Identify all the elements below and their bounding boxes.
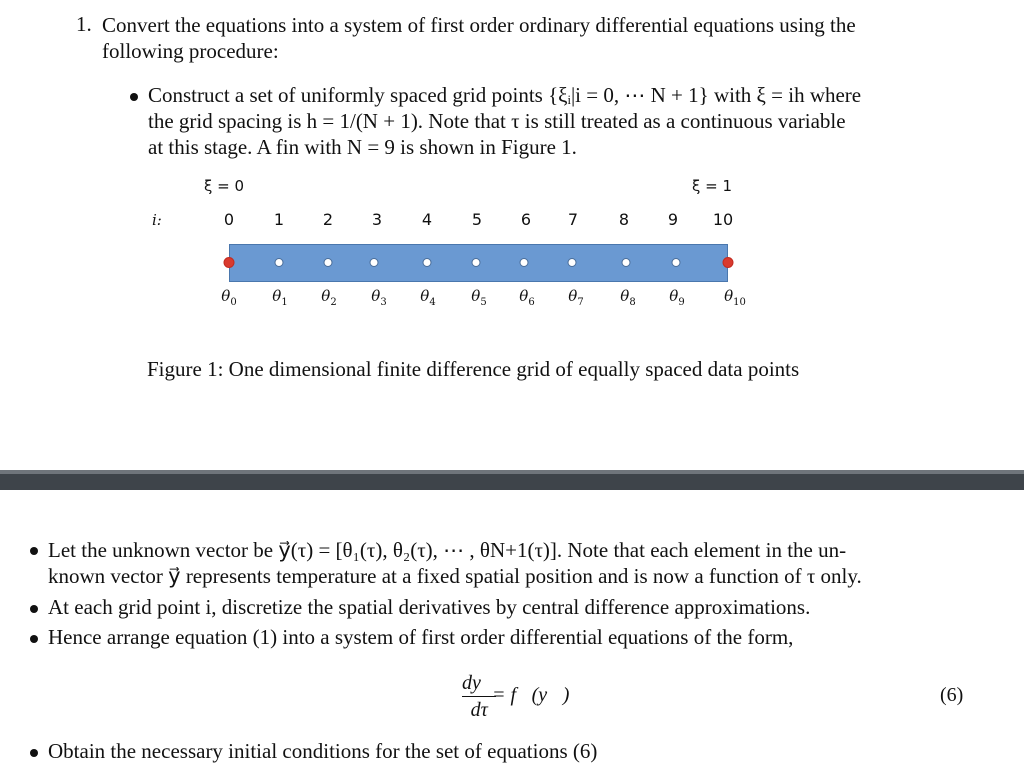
- theta-label: $\theta_4$: [420, 287, 436, 308]
- equation-rhs: = f⃗(y⃗): [492, 684, 570, 706]
- page-divider: [0, 470, 1024, 490]
- grid-index: 9: [667, 210, 679, 229]
- grid-point: [423, 258, 432, 267]
- grid-index: 10: [712, 210, 734, 229]
- theta-label: $\theta_{10}$: [724, 287, 746, 308]
- grid-index: 1: [273, 210, 285, 229]
- theta-label: $\theta_5$: [471, 287, 487, 308]
- bullet-dot: [30, 547, 38, 555]
- grid-point: [370, 258, 379, 267]
- initial-conditions-text: Obtain the necessary initial conditions for the set of equations (6): [48, 739, 598, 763]
- bullet-dot: [30, 749, 38, 757]
- item1-line1: Convert the equations into a system of first order ordinary differential equations using the: [102, 13, 856, 37]
- item1-line2: following procedure:: [102, 39, 279, 63]
- construct-line1: Construct a set of uniformly spaced grid points {ξᵢ|i = 0, ⋯ N + 1} with ξ = ih where: [148, 83, 862, 107]
- grid-index: 5: [471, 210, 483, 229]
- grid-index: 7: [567, 210, 579, 229]
- grid-point: [472, 258, 481, 267]
- xi-start-label: ξ = 0: [204, 177, 245, 195]
- construct-line3: at this stage. A fin with N = 9 is shown in Figure 1.: [148, 135, 577, 159]
- item-number: 1.: [76, 12, 92, 36]
- discretize-text: At each grid point i, discretize the spatial derivatives by central difference approximations.: [48, 595, 811, 619]
- theta-label: $\theta_8$: [620, 287, 636, 308]
- grid-point: [324, 258, 333, 267]
- theta-label: $\theta_9$: [669, 287, 685, 308]
- equation-number: (6): [940, 684, 964, 706]
- bullet-dot: [130, 93, 138, 101]
- unknown-vector-line2: known vector y⃗ represents temperature at a fixed spatial position and is now a function of τ only.: [48, 564, 862, 588]
- xi-end-label: ξ = 1: [692, 177, 733, 195]
- theta-label: $\theta_2$: [321, 287, 337, 308]
- theta-label: $\theta_6$: [519, 287, 535, 308]
- boundary-point: [224, 257, 235, 268]
- theta-label: $\theta_0$: [221, 287, 237, 308]
- grid-point: [568, 258, 577, 267]
- theta-label: $\theta_7$: [568, 287, 584, 308]
- grid-index: 2: [322, 210, 334, 229]
- grid-index: 8: [618, 210, 630, 229]
- unknown-vector-line1: Let the unknown vector be y⃗(τ) = [θ₁(τ), θ₂(τ), ⋯ , θN+1(τ)]. Note that each element in the un-: [48, 538, 847, 562]
- grid-index: 3: [371, 210, 383, 229]
- grid-point: [672, 258, 681, 267]
- theta-label: $\theta_3$: [371, 287, 387, 308]
- grid-point: [275, 258, 284, 267]
- bullet-dot: [30, 635, 38, 643]
- boundary-point: [723, 257, 734, 268]
- grid-point: [622, 258, 631, 267]
- grid-index: 0: [223, 210, 235, 229]
- arrange-text: Hence arrange equation (1) into a system of first order differential equations of the form,: [48, 625, 794, 649]
- grid-point: [520, 258, 529, 267]
- theta-label: $\theta_1$: [272, 287, 288, 308]
- construct-line2: the grid spacing is h = 1/(N + 1). Note that τ is still treated as a continuous variable: [148, 109, 846, 133]
- fraction-denominator: dτ: [470, 699, 488, 721]
- bullet-dot: [30, 605, 38, 613]
- grid-index: 6: [520, 210, 532, 229]
- fraction-numerator: dy⃗: [462, 672, 497, 694]
- i-label: i:: [152, 211, 162, 229]
- figure-caption: Figure 1: One dimensional finite difference grid of equally spaced data points: [147, 357, 800, 381]
- grid-index: 4: [421, 210, 433, 229]
